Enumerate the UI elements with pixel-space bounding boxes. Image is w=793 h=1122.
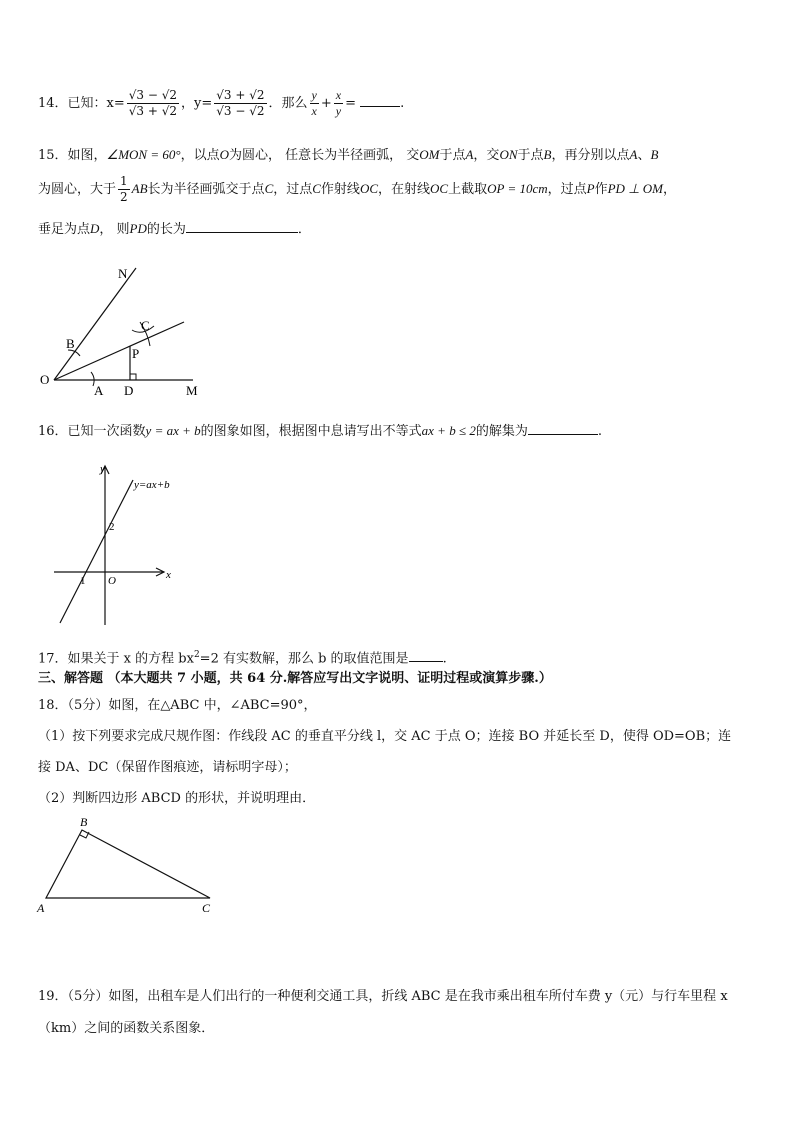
figure-15-angle-construction xyxy=(38,262,208,402)
label-a: A xyxy=(37,901,45,915)
question-18-line-4: （2）判断四边形 ABCD 的形状，并说明理由． xyxy=(38,791,316,806)
label-y-axis: y xyxy=(100,463,105,475)
label-b: B xyxy=(80,815,88,829)
question-16: 16．已知一次函数y = ax + b的图象如图，根据图中息请写出不等式ax + b ≤ 2的解集为 . xyxy=(38,423,602,439)
label-c: C xyxy=(202,901,211,915)
question-18-line-3: 接 DA、DC（保留作图痕迹，请标明字母）； xyxy=(38,760,297,775)
ray-on xyxy=(54,268,136,380)
answer-blank-16[interactable] xyxy=(528,421,598,435)
answer-blank-14[interactable] xyxy=(360,93,400,107)
figure-18-right-triangle xyxy=(34,812,224,917)
label-m: M xyxy=(186,383,198,398)
line-y-ax-b xyxy=(60,480,133,623)
question-14: 14．已知：x= $\frac{√3 - √2}{√3 + √2}$ ，y= $\frac{√3 + √2}{√3 - √2}$ ．那么 $\frac{y}{x}$ + $\frac{x}{y}$ = . xyxy=(38,88,405,118)
label-p: P xyxy=(132,346,140,361)
label-a: A xyxy=(94,383,104,398)
question-19-line-2: （km）之间的函数关系图象． xyxy=(38,1021,215,1036)
label-o: O xyxy=(40,372,50,387)
y-over-x-fraction: $\frac{y}{x}$ xyxy=(311,88,317,118)
label-x-axis: x xyxy=(166,569,171,581)
answer-blank-15[interactable] xyxy=(186,219,298,233)
question-18-line-1: 18．（5分）如图，在△ABC 中，∠ABC=90°， xyxy=(38,698,317,713)
label-intercept-1: 1 xyxy=(80,575,86,587)
label-intercept-2: 2 xyxy=(109,521,115,533)
label-function: y=ax+b xyxy=(134,479,170,491)
triangle-abc xyxy=(46,830,210,898)
right-angle-mark xyxy=(130,374,136,380)
question-15-line-2: 为圆心，大于 $\frac{1}{2}$ AB长为半径画弧交于点C，过点C作射线OC，在射线OC上截取OP = 10cm，过点P作PD ⊥ OM， xyxy=(38,174,676,204)
question-15-line-3: 垂足为点D， 则PD的长为 ． xyxy=(38,221,311,237)
label-n: N xyxy=(118,266,128,281)
label-c: C xyxy=(141,318,150,333)
section-3-heading: 三、解答题 （本大题共 7 小题，共 64 分.解答应写出文字说明、证明过程或演算步骤.） xyxy=(38,671,552,686)
question-18-line-2: （1）按下列要求完成尺规作图：作线段 AC 的垂直平分线 l，交 AC 于点 O；连接 BO 并延长至 D，使得 OD=OB；连 xyxy=(38,729,732,744)
x-fraction: $\frac{√3 - √2}{√3 + √2}$ xyxy=(128,88,178,118)
figure-16-linear-function-graph xyxy=(50,460,190,630)
question-17: 17．如果关于 x 的方程 $bx^2=2$ 有实数解，那么 b 的取值范围是 . xyxy=(38,650,447,667)
label-origin: O xyxy=(108,575,116,587)
question-19-line-1: 19．（5分）如图，出租车是人们出行的一种便利交通工具，折线 ABC 是在我市乘出租车所付车费 y（元）与行车里程 x xyxy=(38,989,728,1004)
label-d: D xyxy=(124,383,134,398)
label-b: B xyxy=(66,336,75,351)
answer-blank-17[interactable] xyxy=(409,648,443,662)
question-15-line-1: 15．如图，∠MON = 60°，以点O为圆心， 任意长为半径画弧， 交OM于点A，交ON于点B，再分别以点A、B xyxy=(38,147,659,163)
y-fraction: $\frac{√3 + √2}{√3 - √2}$ xyxy=(216,88,265,118)
x-over-y-fraction: $\frac{x}{y}$ xyxy=(335,88,342,118)
